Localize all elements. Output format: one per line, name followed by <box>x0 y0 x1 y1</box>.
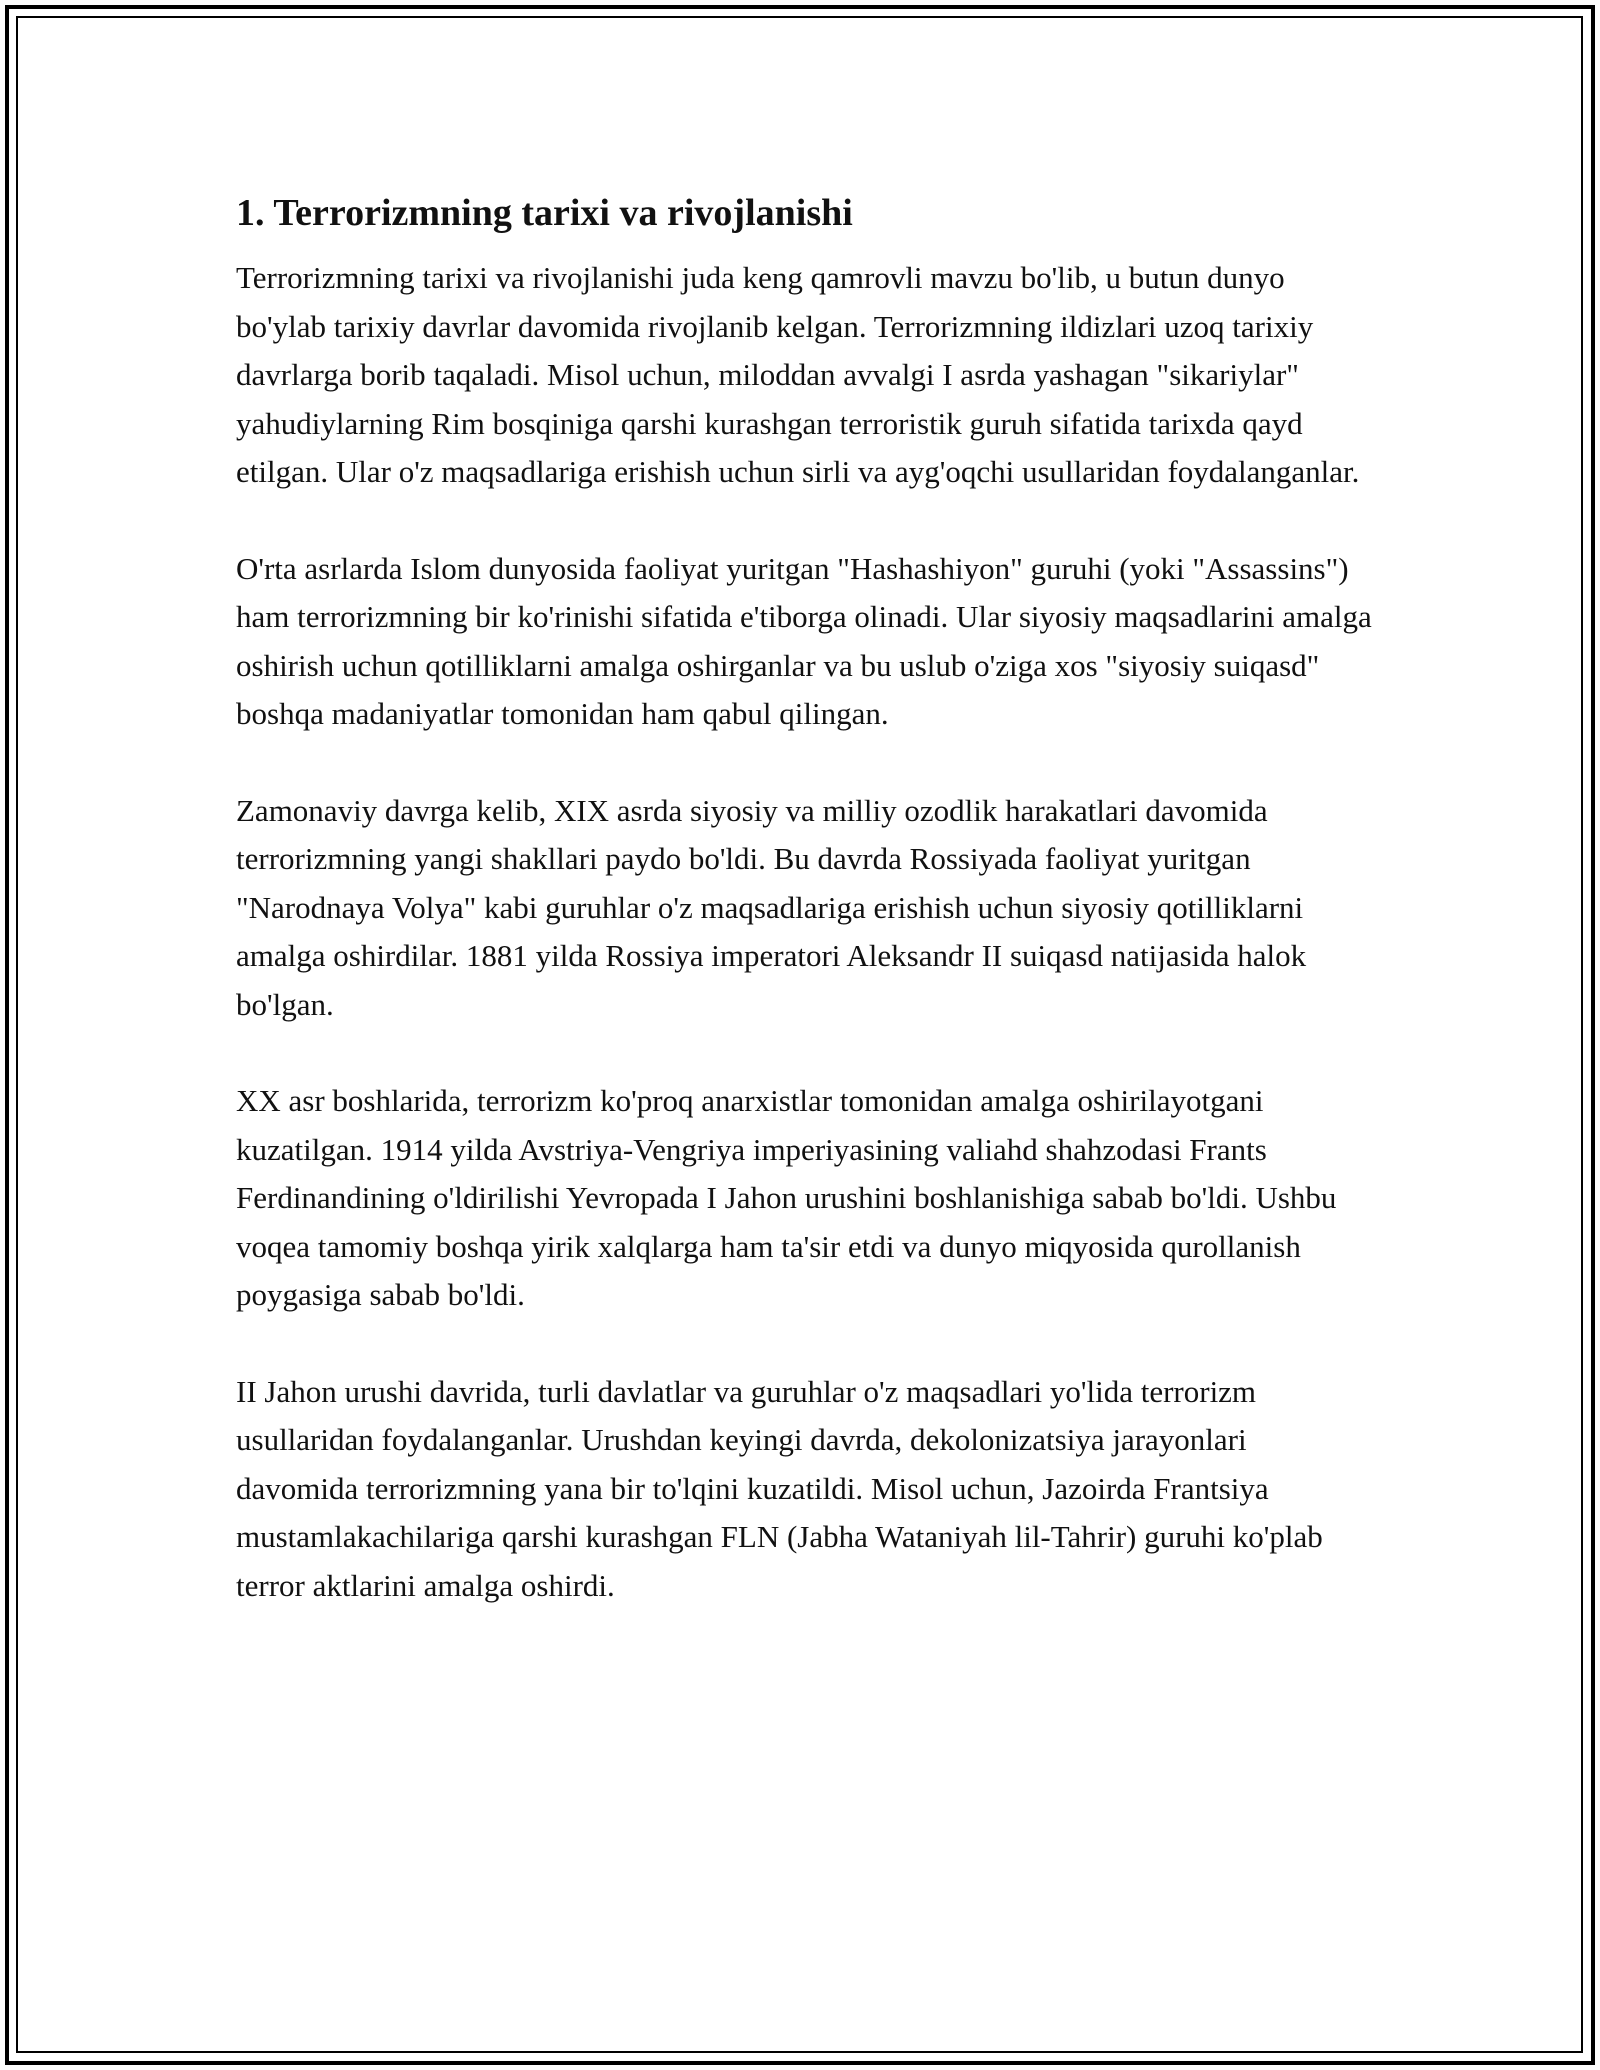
paragraph-2: O'rta asrlarda Islom dunyosida faoliyat yuritgan "Hashashiyon" guruhi (yoki "Assassins") ham terrorizmning bir ko'rinishi sifatida e'tiborga olinadi. Ular siyosiy maqsadlarini amalga oshirish uchun qotilliklarni amalga oshirganlar va bu uslub o'ziga xos "siyosiy suiqasd" boshqa madaniyatlar tomonidan ham qabul qilingan. <box>236 550 1372 731</box>
paragraph-5: II Jahon urushi davrida, turli davlatlar va guruhlar o'z maqsadlari yo'lida terrorizm usullaridan foydalanganlar. Urushdan keyingi davrda, dekolonizatsiya jarayonlari davomida terrorizmning yana bir to'lqini kuzatildi. Misol uchun, Jazoirda Frantsiya mustamlakachilariga qarshi kurashgan FLN (Jabha Wataniyah lil-Tahrir) guruhi ko'plab terror aktlarini amalga oshirdi. <box>236 1373 1323 1603</box>
section-heading: 1. Terrorizmning tarixi va rivojlanishi <box>236 192 853 234</box>
document-body <box>236 186 1376 1658</box>
paragraph-3: Zamonaviy davrga kelib, XIX asrda siyosiy va milliy ozodlik harakatlari davomida terrorizmning yangi shakllari paydo bo'ldi. Bu davrda Rossiyada faoliyat yuritgan "Narodnaya Volya" kabi guruhlar o'z maqsadlariga erishish uchun siyosiy qotilliklarni amalga oshirdilar. 1881 yilda Rossiya imperatori Aleksandr II suiqasd natijasida halok bo'lgan. <box>236 792 1307 1022</box>
paragraph-1: Terrorizmning tarixi va rivojlanishi juda keng qamrovli mavzu bo'lib, u butun dunyo bo'ylab tarixiy davrlar davomida rivojlanib kelgan. Terrorizmning ildizlari uzoq tarixiy davrlarga borib taqaladi. Misol uchun, miloddan avvalgi I asrda yashagan "sikariylar" yahudiylarning Rim bosqiniga qarshi kurashgan terroristik guruh sifatida tarixda qayd etilgan. Ular o'z maqsadlariga erishish uchun sirli va ayg'oqchi usullaridan foydalanganlar. <box>236 260 1360 489</box>
paragraph-4: XX asr boshlarida, terrorizm ko'proq anarxistlar tomonidan amalga oshirilayotgani kuzatilgan. 1914 yilda Avstriya-Vengriya imperiyasining valiahd shahzodasi Frants Ferdinandining o'ldirilishi Yevropada I Jahon urushini boshlanishiga sabab bo'ldi. Ushbu voqea tamomiy boshqa yirik xalqlarga ham ta'sir etdi va dunyo miqyosida qurollanish poygasiga sabab bo'ldi. <box>236 1083 1337 1312</box>
